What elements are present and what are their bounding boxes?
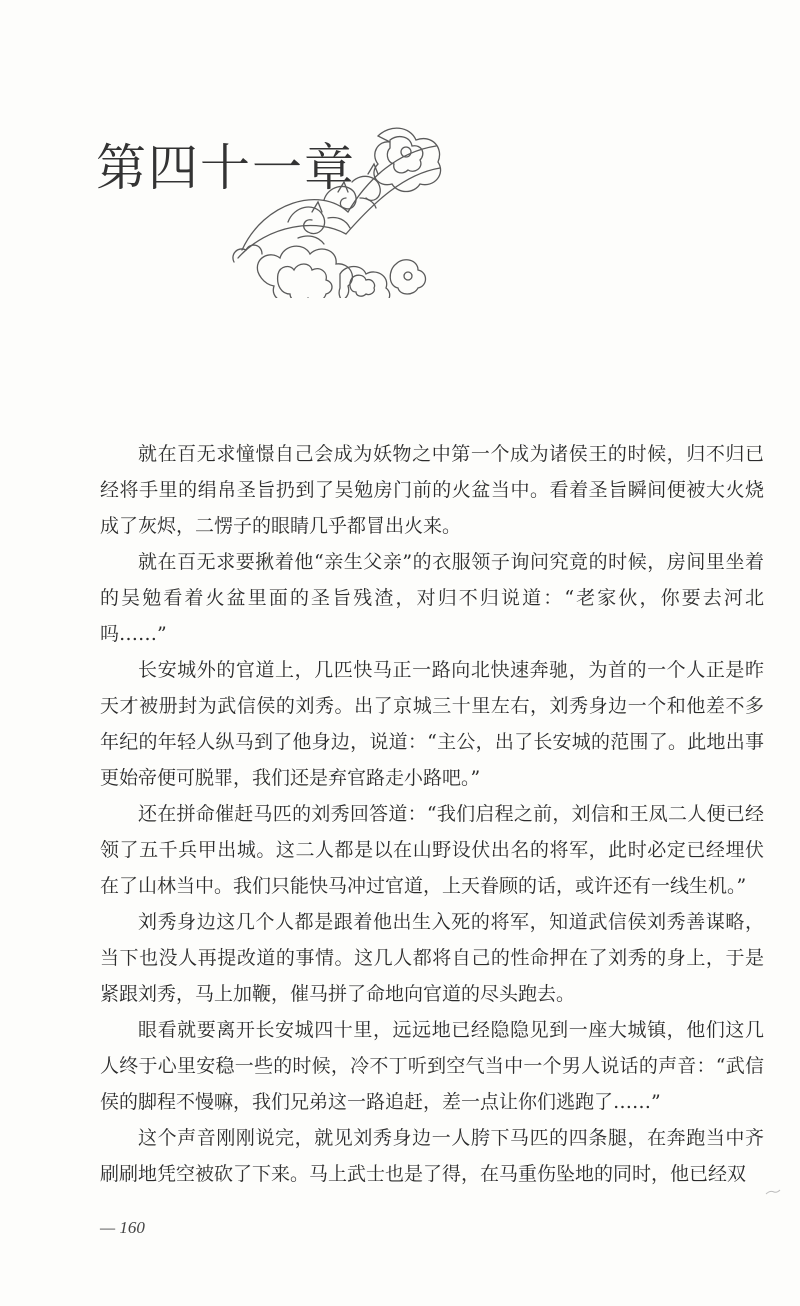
page-number: — 160 xyxy=(100,1218,145,1237)
paragraph-6: 眼看就要离开长安城四十里，远远地已经隐隐见到一座大城镇，他们这几人终于心里安稳一些的时候，冷不丁听到空气当中一个男人说话的声音：“武信侯的脚程不慢嘛，我们兄弟这一路追赶，差一点让你们逃跑了……” xyxy=(100,1019,764,1113)
paragraph-5: 刘秀身边这几个人都是跟着他出生入死的将军，知道武信侯刘秀善谋略，当下也没人再提改道的事情。这几人都将自己的性命押在了刘秀的身上，于是紧跟刘秀，马上加鞭，催马拼了命地向官道的尽头跑去。 xyxy=(100,911,764,1005)
scan-speck xyxy=(764,1186,782,1198)
cloud-dragon-ornament-icon xyxy=(228,122,446,298)
body-text xyxy=(100,436,764,1192)
paragraph-3: 长安城外的官道上，几匹快马正一路向北快速奔驰，为首的一个人正是昨天才被册封为武信侯的刘秀。出了京城三十里左右，刘秀身边一个和他差不多年纪的年轻人纵马到了他身边，说道：“主公，出了长安城的范围了。此地出事更始帝便可脱罪，我们还是弃官路走小路吧。” xyxy=(100,659,764,789)
paragraph-2: 就在百无求要揪着他“亲生父亲”的衣服领子询问究竟的时候，房间里坐着的吴勉看着火盆里面的圣旨残渣，对归不归说道：“老家伙，你要去河北吗……” xyxy=(100,551,764,645)
paragraph-7: 这个声音刚刚说完，就见刘秀身边一人胯下马匹的四条腿，在奔跑当中齐刷刷地凭空被砍了下来。马上武士也是了得，在马重伤坠地的同时，他已经双 xyxy=(100,1127,764,1185)
paragraph-4: 还在拼命催赶马匹的刘秀回答道：“我们启程之前，刘信和王凤二人便已经领了五千兵甲出城。这二人都是以在山野设伏出名的将军，此时必定已经埋伏在了山林当中。我们只能快马冲过官道，上天眷顾的话，或许还有一线生机。” xyxy=(100,803,764,897)
paragraph-1: 就在百无求憧憬自己会成为妖物之中第一个成为诸侯王的时候，归不归已经将手里的绢帛圣旨扔到了吴勉房门前的火盆当中。看着圣旨瞬间便被大火烧成了灰烬，二愣子的眼睛几乎都冒出火来。 xyxy=(100,443,764,537)
chapter-title: 第四十一章 xyxy=(96,139,356,197)
